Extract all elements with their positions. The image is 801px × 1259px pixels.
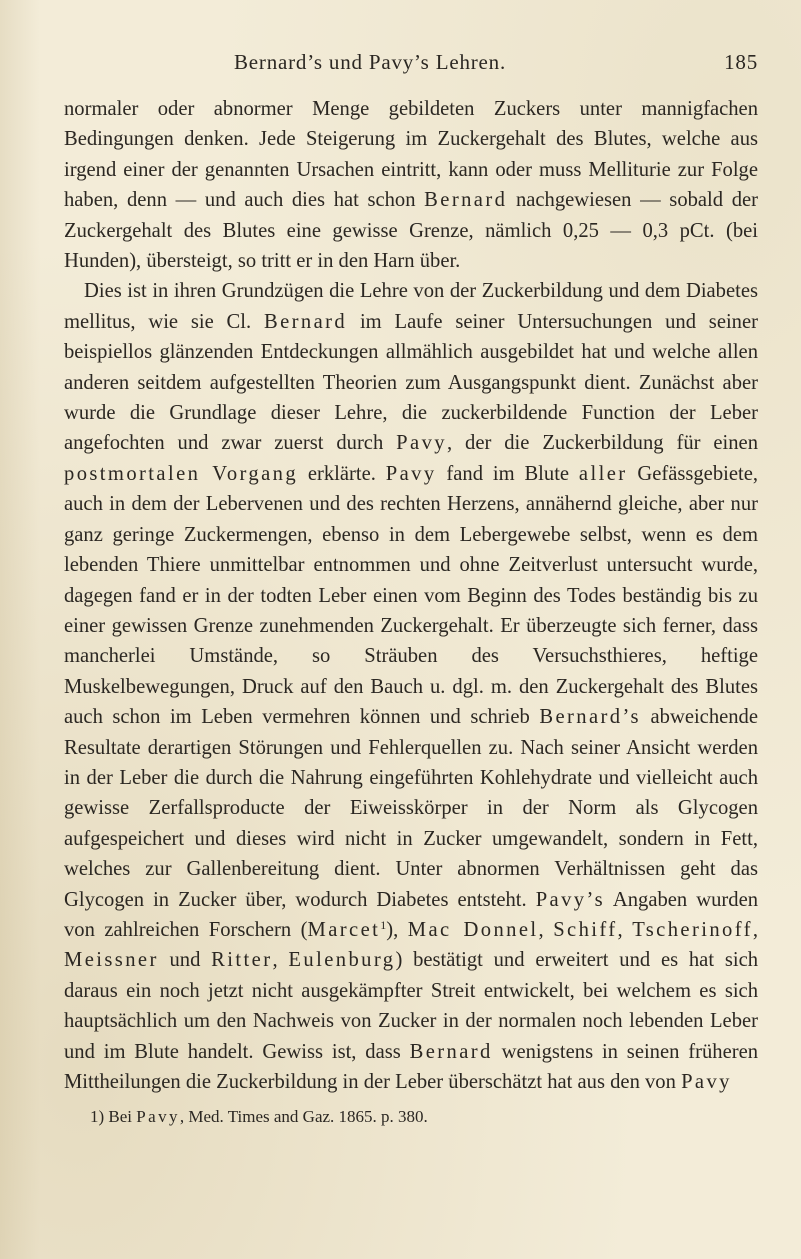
spaced-name: Bernard xyxy=(409,1040,493,1063)
text-run: 1) Bei xyxy=(90,1107,137,1127)
spaced-name: Pavy xyxy=(385,462,437,485)
spaced-name: Bernard xyxy=(263,310,348,333)
spaced-name: Marcet xyxy=(307,918,381,941)
spaced-name: Pavy xyxy=(136,1107,180,1127)
spaced-name: postmortalen Vorgang xyxy=(64,462,299,485)
spaced-name: Pavy xyxy=(681,1071,732,1093)
text-run: abweichende Resultate derartigen Störungen und Fehlerquellen zu. Nach seiner Ansicht werden in der Leber die durch die Nahrung eingeführten Kohlehydrate und vielleicht auch gewisse Zerfallsproducte der Eiweisskörper in der Norm als Glycogen aufgespeichert und dieses wird nicht in Zucker umgewandelt, sondern in Fett, welches zur Gallenbereitung dient. Unter abnormen Verhältnissen geht das Glycogen in Zucker über, wodurch Diabetes entsteht. xyxy=(64,706,758,911)
text-run: Angaben wurden von zahlreichen Forschern ( xyxy=(64,888,758,941)
text-run: , xyxy=(538,918,554,941)
text-run: , der die Zuckerbildung für einen xyxy=(446,432,758,455)
text-run: ), xyxy=(386,918,408,941)
text-run: wenigstens in seinen früheren Mittheilungen die Zuckerbildung in der Leber überschätzt hat aus den von xyxy=(64,1040,759,1093)
spaced-name: Pavy’s xyxy=(535,888,606,911)
spaced-name: Schiff xyxy=(553,918,618,941)
footnote-marker: 1 xyxy=(380,917,387,932)
text-run: Gefässgebiete, auch in dem der Lebervenen und des rechten Herzens, annähernd gleiche, aber nur ganz geringe Zuckermengen, ebenso in dem Lebergewebe selbst, wenn es dem lebenden Thiere unmittelbar entnommen und ohne Zeitverlust untersucht wurde, dagegen fand er in der todten Leber einen vom Beginn des Todes beständig bis zu einer gewissen Grenze zunehmenden Zuckergehalt. Er überzeugte sich ferner, dass mancherlei Umstände, so Sträuben des Versuchsthieres, heftige Muskelbewegungen, Druck auf den Bauch u. dgl. m. den Zuckergehalt des Blutes auch schon im Leben vermehren können und schrieb xyxy=(64,462,758,729)
text-run: , Med. Times and Gaz. 1865. p. 380. xyxy=(179,1107,428,1127)
text-run: und xyxy=(158,949,212,972)
spaced-name: Mac Donnel xyxy=(407,918,539,941)
book-page xyxy=(64,50,758,1129)
spaced-name: Pavy xyxy=(396,432,447,455)
text-run: , xyxy=(752,918,759,941)
text-run: Dies ist in ihren Grundzügen die Lehre von der Zuckerbildung und dem Diabetes mellitus, wie sie Cl. xyxy=(64,280,758,333)
spaced-name: aller xyxy=(578,462,628,485)
text-run: ) bestätigt und erweitert und es hat sich daraus ein noch jetzt nicht ausgekämpfter Streit entwickelt, bei welchem es sich hauptsächlich um den Nachweis von Zucker in der normalen noch lebenden Leber und im Blute handelt. Gewiss ist, dass xyxy=(64,949,759,1063)
spaced-name: Meissner xyxy=(64,949,159,972)
text-run: normaler oder abnormer Menge gebildeten Zuckers unter mannigfachen Bedingungen denken. Jede Steigerung im Zuckergehalt des Blutes, welche aus irgend einer der genannten Ursachen eintritt, kann oder muss Melliturie zur Folge haben, denn — und auch dies hat schon xyxy=(64,98,758,212)
text-run: im Laufe seiner Untersuchungen und seiner beispiellos glänzenden Entdeckungen allmählich ausgebildet hat und welche allen anderen seitdem aufgestellten Theorien zum Ausgangspunkt dient. Zunächst aber wurde die Grundlage dieser Lehre, die zuckerbildende Function der Leber angefochten und zwar zuerst durch xyxy=(64,310,758,455)
page-number: 185 xyxy=(724,50,758,74)
text-run: , xyxy=(272,949,289,972)
spaced-name: Eulenburg xyxy=(288,949,396,972)
running-head: Bernard’s und Pavy’s Lehren. xyxy=(234,50,507,74)
text-run: fand im Blute xyxy=(436,462,579,485)
text-run: erklärte. xyxy=(298,462,386,485)
spaced-name: Ritter xyxy=(211,949,273,972)
text-run: nachgewiesen — sobald der Zuckergehalt des Blutes eine gewisse Grenze, nämlich 0,25 — 0,3 pCt. (bei Hunden), übersteigt, so tritt er in den Harn über. xyxy=(64,189,759,273)
text-run: , xyxy=(617,918,633,941)
paragraph-1 xyxy=(64,94,758,276)
body-text xyxy=(64,94,758,1097)
spaced-name: Bernard xyxy=(424,189,508,212)
spaced-name: Bernard’s xyxy=(539,706,641,729)
spaced-name: Tscherinoff xyxy=(632,918,753,941)
paragraph-2 xyxy=(64,276,758,1097)
footnote xyxy=(64,1105,758,1129)
page-header xyxy=(64,50,758,84)
